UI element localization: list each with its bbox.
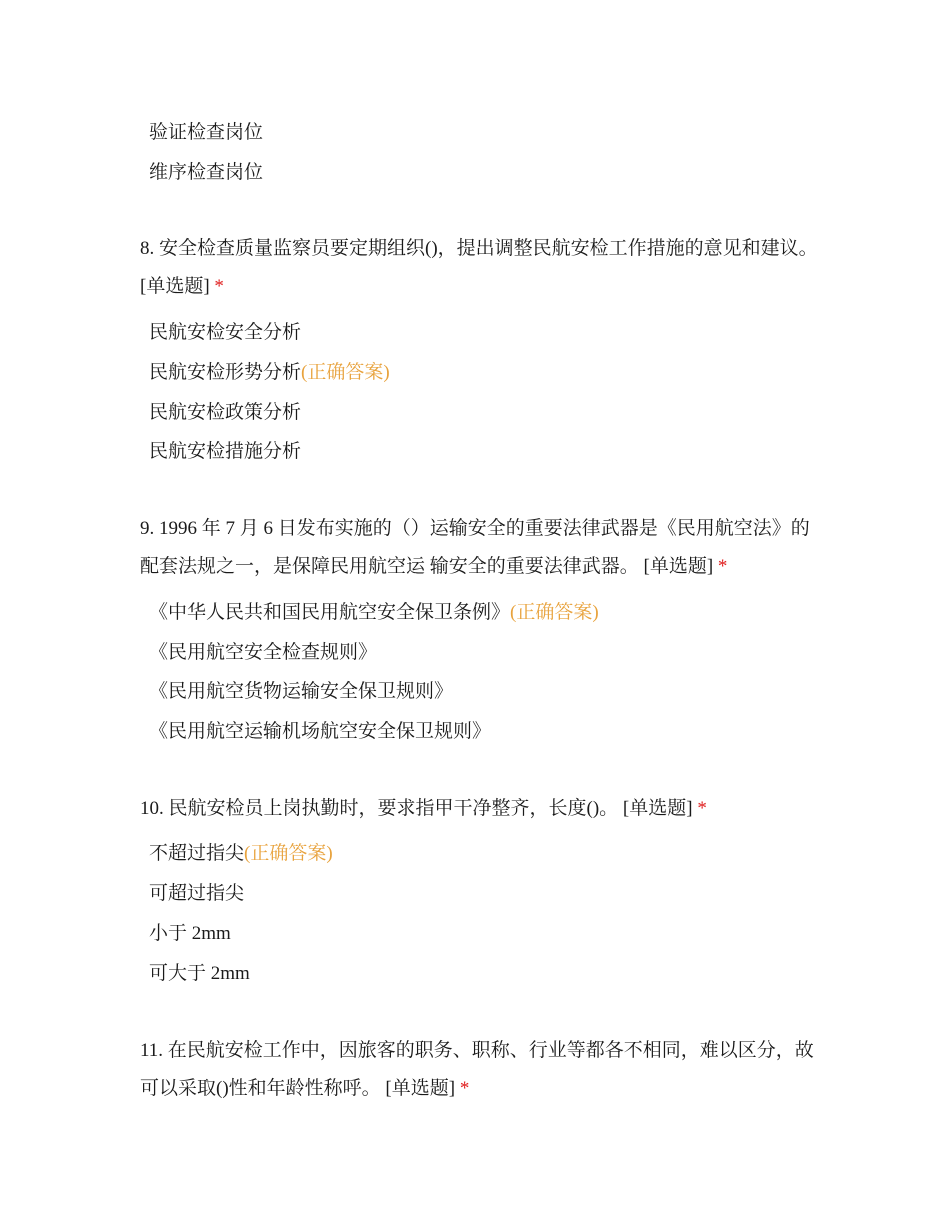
correct-answer-label: (正确答案)	[301, 362, 390, 383]
question-number: 8.	[140, 238, 155, 259]
correct-answer-label: (正确答案)	[244, 843, 333, 864]
question-text: 民航安检员上岗执勤时，要求指甲干净整齐，长度()。	[168, 798, 619, 819]
option-label: 《民用航空运输机场航空安全保卫规则》	[149, 721, 492, 742]
required-marker: *	[459, 1078, 470, 1099]
option-label: 可大于 2mm	[149, 963, 250, 984]
question-type: [单选题]	[385, 1078, 456, 1099]
q9-option-4[interactable]	[149, 720, 491, 744]
q10-question	[140, 790, 820, 828]
question-text: 1996 年 7 月 6 日发布实施的（）运输安全的重要法律武器是《民用航空法》的配套法规之一，是保障民用航空运 输安全的重要法律武器。	[140, 518, 810, 577]
option-label: 验证检查岗位	[149, 122, 264, 143]
q10-option-2[interactable]	[149, 882, 244, 906]
option-label: 民航安检形势分析	[149, 362, 302, 383]
question-number: 9.	[140, 518, 155, 539]
q7-option-4[interactable]	[149, 161, 263, 185]
q10-option-3[interactable]	[149, 922, 231, 946]
option-label: 民航安检政策分析	[149, 402, 302, 423]
question-text: 在民航安检工作中，因旅客的职务、职称、行业等都各不相同，难以区分，故可以采取()性和年龄性称呼。	[140, 1040, 814, 1099]
option-label: 维序检查岗位	[149, 162, 264, 183]
q8-option-2[interactable]	[149, 361, 390, 385]
question-number: 11.	[140, 1040, 164, 1061]
q8-option-3[interactable]	[149, 401, 301, 425]
q8-option-1[interactable]	[149, 321, 301, 345]
q8-question	[140, 230, 820, 306]
option-label: 民航安检安全分析	[149, 322, 302, 343]
q9-question	[140, 510, 820, 586]
q7-option-3[interactable]	[149, 121, 263, 145]
option-label: 《民用航空货物运输安全保卫规则》	[149, 681, 454, 702]
option-label: 民航安检措施分析	[149, 441, 302, 462]
option-label: 《民用航空安全检查规则》	[149, 642, 378, 663]
required-marker: *	[697, 798, 707, 819]
option-label: 可超过指尖	[149, 883, 245, 904]
question-type: [单选题]	[140, 276, 210, 297]
question-number: 10.	[140, 798, 164, 819]
question-type: [单选题]	[643, 556, 714, 577]
q10-option-4[interactable]	[149, 962, 250, 986]
correct-answer-label: (正确答案)	[510, 602, 599, 623]
question-text: 安全检查质量监察员要定期组织()，提出调整民航安检工作措施的意见和建议。	[159, 238, 818, 259]
q9-option-2[interactable]	[149, 641, 377, 665]
q10-option-1[interactable]	[149, 842, 333, 866]
q9-option-1[interactable]	[149, 601, 599, 625]
question-type: [单选题]	[622, 798, 693, 819]
q11-question	[140, 1032, 820, 1108]
option-label: 小于 2mm	[149, 923, 231, 944]
option-label: 不超过指尖	[149, 843, 245, 864]
q8-option-4[interactable]	[149, 440, 301, 464]
option-label: 《中华人民共和国民用航空安全保卫条例》	[149, 602, 511, 623]
q9-option-3[interactable]	[149, 680, 453, 704]
required-marker: *	[214, 276, 224, 297]
required-marker: *	[717, 556, 728, 577]
